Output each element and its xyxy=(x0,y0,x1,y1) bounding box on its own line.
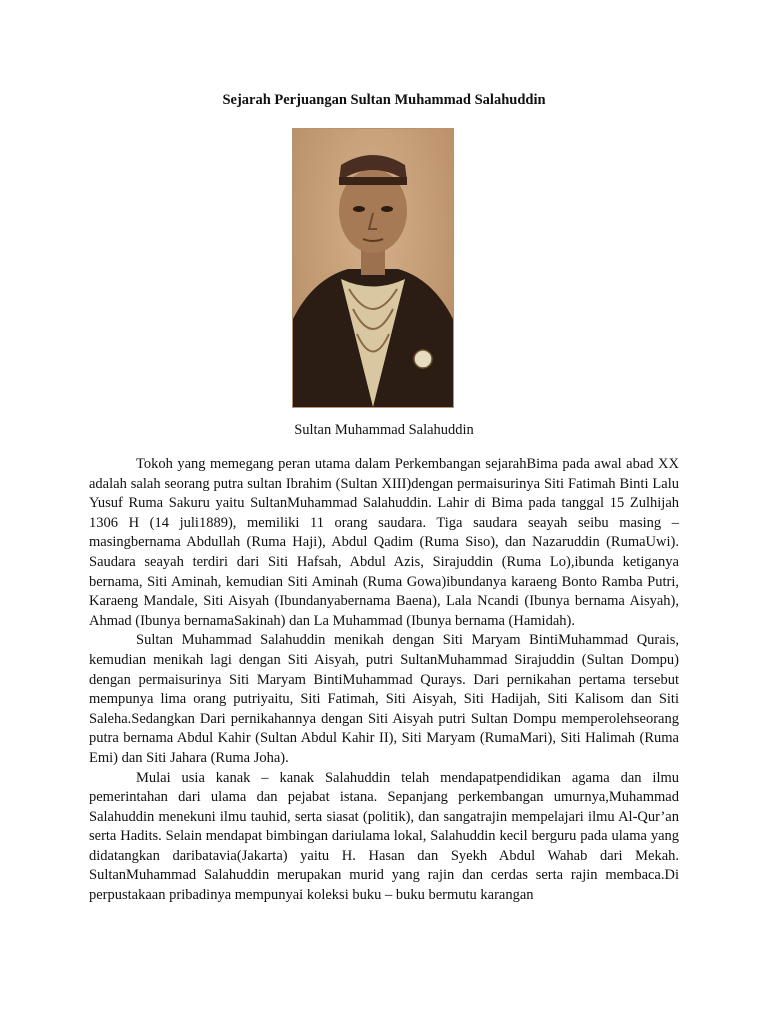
paragraph: Tokoh yang memegang peran utama dalam Perkembangan sejarahBima pada awal abad XX adalah salah seorang putra sultan Ibrahim (Sultan XIII)dengan permaisurinya Siti Fatimah Binti Lalu Yusuf Ruma Sakuru yaitu SultanMuhammad Salahuddin. Lahir di Bima pada tanggal 15 Zulhijah 1306 H (14 juli1889), memiliki 11 orang saudara. Tiga saudara seayah seibu masing – masingbernama Abdullah (Ruma Haji), Abdul Qadim (Ruma Siso), dan Nazaruddin (RumaUwi). Saudara seayah terdiri dari Siti Hafsah, Abdul Azis, Sirajuddin (Ruma Lo),ibunda ketiganya bernama, Siti Aminah, kemudian Siti Aminah (Ruma Gowa)ibundanya karaeng Bonto Ramba Putri, Karaeng Mandale, Siti Aisyah (Ibundanyabernama Baena), Lala Ncandi (Ibunya bernama Aisyah), Ahmad (Ibunya bernamaSakinah) dan La Muhammad (Ibunya bernama (Hamidah). xyxy=(89,456,679,629)
portrait-illustration xyxy=(293,129,453,407)
article-body xyxy=(89,455,679,906)
paragraph: Mulai usia kanak – kanak Salahuddin telah mendapatpendidikan agama dan ilmu pemerintahan dari ulama dan pejabat istana. Sepanjang perkembangan umurnya,Muhammad Salahuddin menekuni ilmu tauhid, serta siasat (politik), dan sangatrajin mempelajari ilmu Al-Qur’an serta Hadits. Selain mendapat bimbingan dariulama lokal, Salahuddin kecil berguru pada ulama yang didatangkan daribatavia(Jakarta) yaitu H. Hasan dan Syekh Abdul Wahab dari Mekah. SultanMuhammad Salahuddin merupakan murid yang rajin dan cerdas serta rajin membaca.Di perpustakaan pribadinya mempunyai koleksi buku – buku bermutu karangan xyxy=(89,769,679,904)
page-title: Sejarah Perjuangan Sultan Muhammad Salahuddin xyxy=(222,92,546,108)
portrait-photo xyxy=(292,128,454,408)
paragraph: Sultan Muhammad Salahuddin menikah dengan Siti Maryam BintiMuhammad Qurais, kemudian menikah lagi dengan Siti Aisyah, putri SultanMuhammad Sirajuddin (Sultan Dompu) dengan permaisurinya Siti Maryam BintiMuhammad Qurays. Dari pernikahan pertama tersebut mempunya lima orang putriyaitu, Siti Fatimah, Siti Aisyah, Siti Hadijah, Siti Kalisom dan Siti Saleha.Sedangkan Dari pernikahannya dengan Siti Aisyah putri Sultan Dompu memperolehseorang putra bernama Abdul Kahir (Sultan Abdul Kahir II), Siti Maryam (RumaMari), Siti Halimah (Ruma Emi) dan Siti Jahara (Ruma Joha). xyxy=(89,632,679,766)
photo-caption: Sultan Muhammad Salahuddin xyxy=(294,422,474,438)
